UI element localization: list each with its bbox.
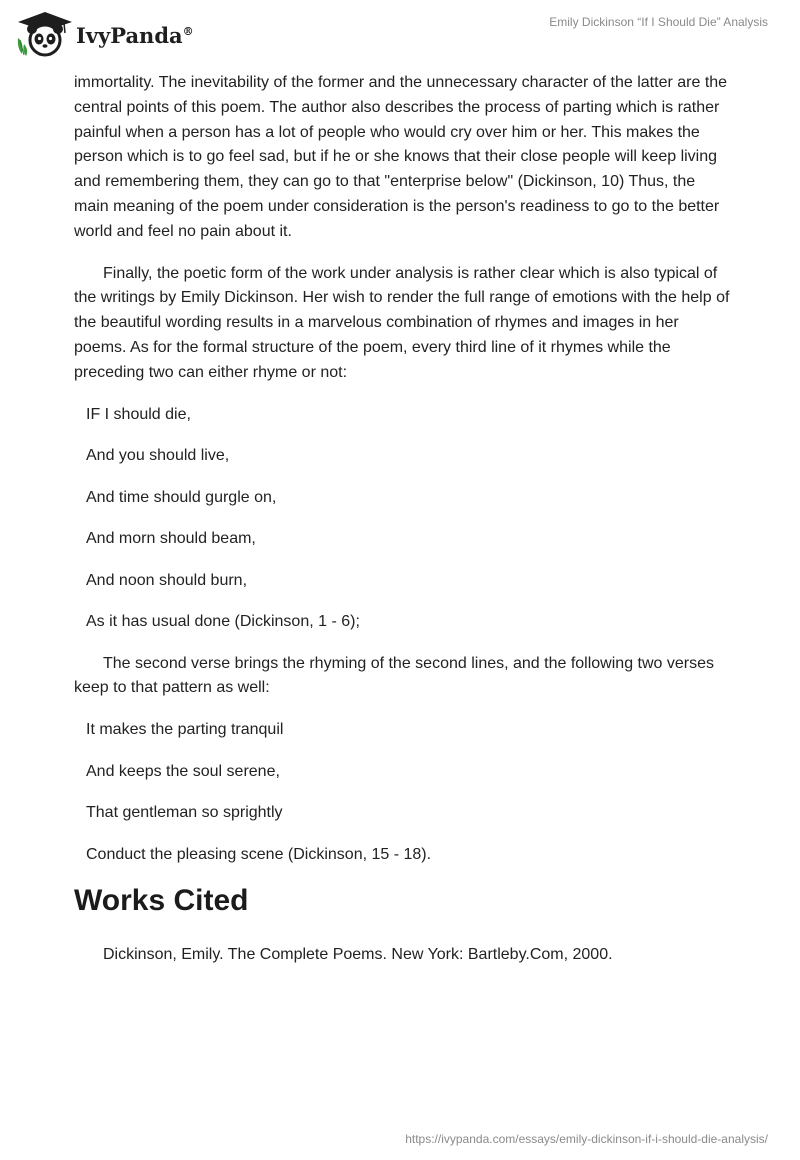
verse-line: IF I should die,: [86, 405, 191, 423]
ivypanda-logo[interactable]: [14, 8, 194, 58]
works-cited-heading: Works Cited: [74, 884, 249, 918]
paragraph-continuation: immortality. The inevitability of the former and the unnecessary character of the latter are the central points of this poem. The author also describes the process of parting which is rather painful when a person has a lot of people who would cry over him or her. This makes the person which is to go feel sad, but if he or she knows that their close people will keep living and remembering them, they can go to that "enterprise below" (Dickinson, 10) Thus, the main meaning of the poem under consideration is the person's readiness to go to the better world and feel no pain about it.: [74, 74, 728, 240]
paragraph-second-verse: The second verse brings the rhyming of the second lines, and the following two verses keep to that pattern as well:: [74, 654, 714, 697]
panda-logo-icon: [14, 8, 72, 58]
works-cited-entry: Dickinson, Emily. The Complete Poems. New York: Bartleby.Com, 2000.: [103, 946, 613, 964]
registered-mark: ®: [182, 24, 194, 38]
brand-text: IvyPanda: [76, 22, 183, 48]
essay-body: [74, 71, 734, 967]
verse-line: And morn should beam,: [86, 530, 256, 548]
page-header: [0, 0, 800, 70]
verse-line: As it has usual done (Dickinson, 1 - 6);: [86, 613, 360, 631]
verse-line: And noon should burn,: [86, 571, 248, 589]
paragraph-poetic-form: Finally, the poetic form of the work under analysis is rather clear which is also typical of the writings by Emily Dickinson. Her wish to render the full range of emotions with the help of the beautiful wording results in a marvelous combination of rhymes and images in her poems. As for the formal structure of the poem, every third line of it rhymes while the preceding two can either rhyme or not:: [74, 264, 730, 381]
verse-line: It makes the parting tranquil: [86, 721, 284, 739]
source-url[interactable]: https://ivypanda.com/essays/emily-dickinson-if-i-should-die-analysis/: [405, 1132, 768, 1146]
verse-line: And you should live,: [86, 447, 230, 465]
document-title: Emily Dickinson “If I Should Die” Analysis: [549, 15, 768, 29]
verse-quote-2: [74, 718, 734, 867]
verse-line: And keeps the soul serene,: [86, 762, 280, 780]
verse-line: That gentleman so sprightly: [86, 804, 283, 822]
verse-line: Conduct the pleasing scene (Dickinson, 15 - 18).: [86, 845, 432, 863]
brand-name: [76, 23, 194, 48]
verse-line: And time should gurgle on,: [86, 488, 277, 506]
verse-quote-1: [74, 403, 734, 635]
